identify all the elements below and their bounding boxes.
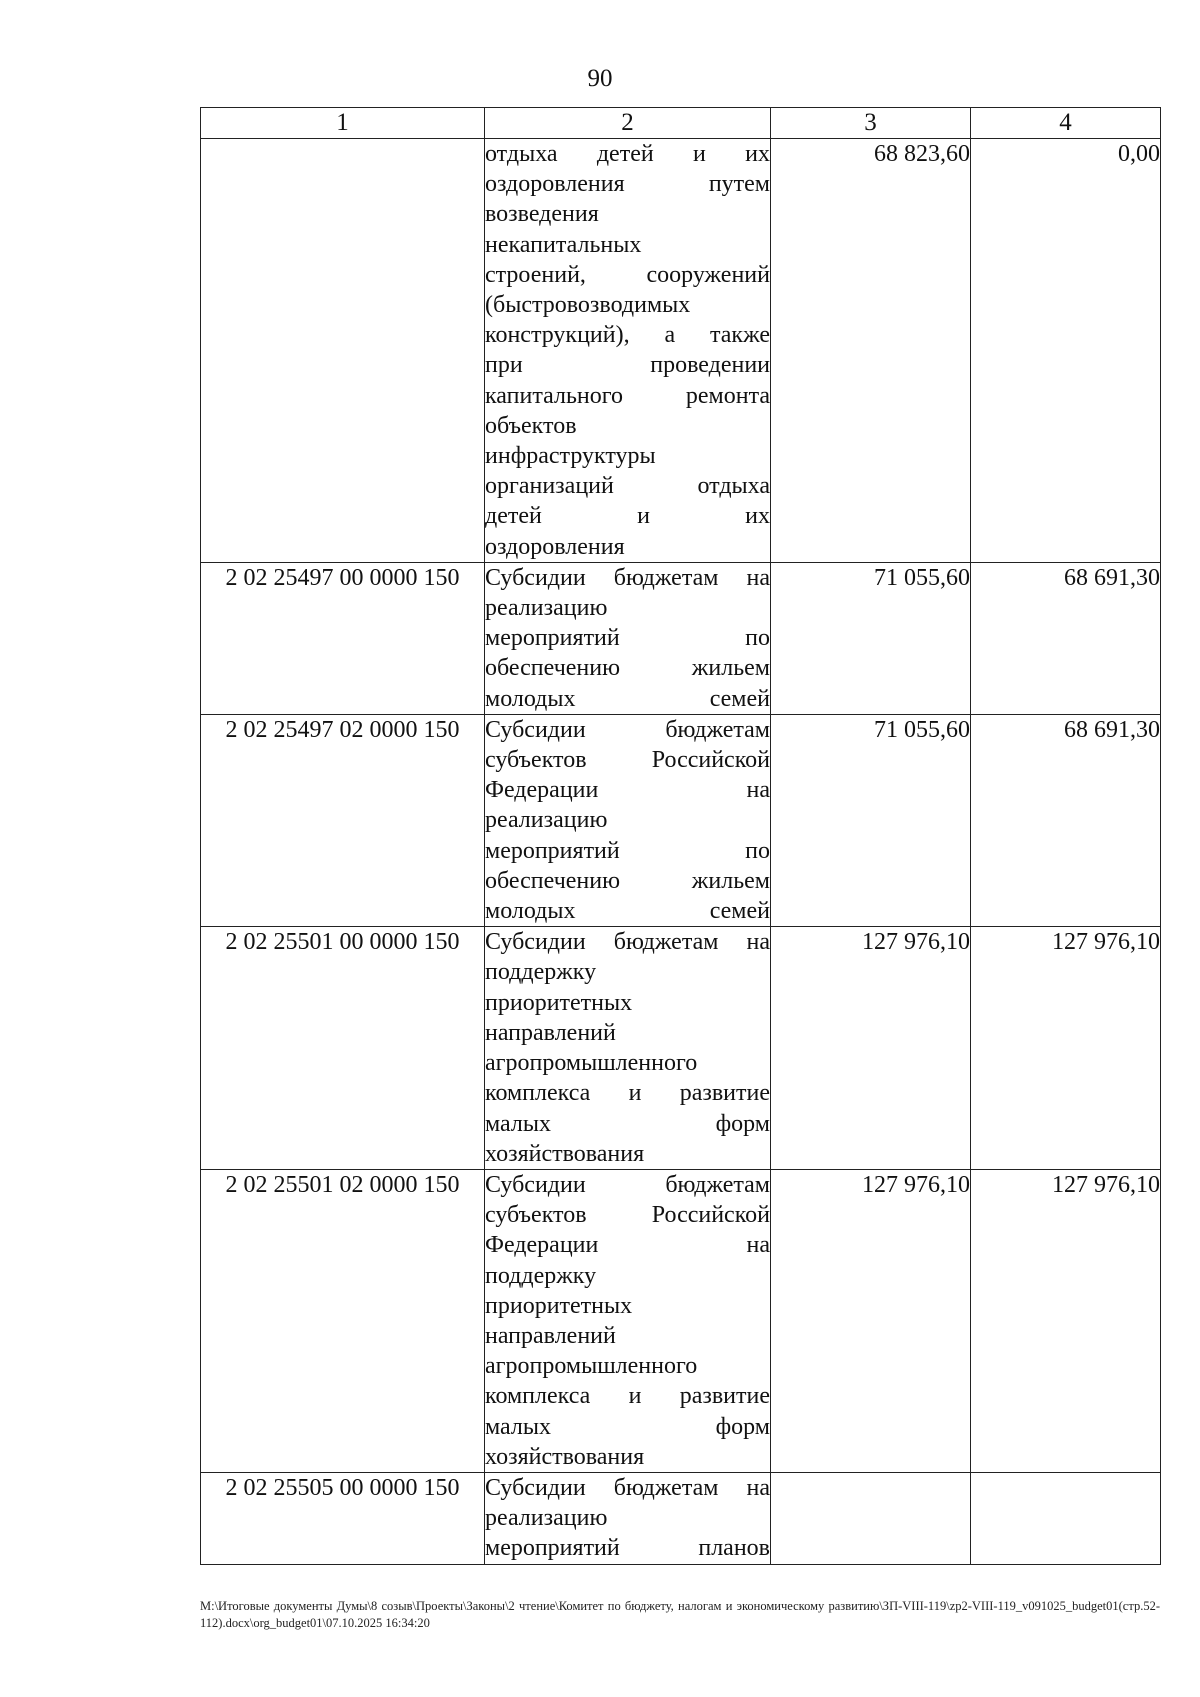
column-header-3: 3 [771, 108, 971, 139]
description-line: строений, сооружений [485, 261, 770, 288]
description-line: направлений [485, 1322, 616, 1349]
budget-code-cell [201, 139, 485, 563]
amount-col4-cell: 68 691,30 [971, 714, 1161, 926]
description-line: приоритетных [485, 989, 633, 1016]
description-line: комплекса и развитие [485, 1383, 770, 1410]
description-line: Субсидии бюджетам на [485, 1474, 770, 1501]
description-line: возведения [485, 201, 599, 228]
amount-col3-cell [771, 1472, 971, 1564]
description-line: поддержку [485, 959, 597, 986]
description-line: обеспечению жильем [485, 867, 770, 894]
description-line: обеспечению жильем [485, 655, 770, 682]
description-line: малых форм [485, 1413, 770, 1440]
description-cell [485, 1169, 771, 1472]
table-body [201, 139, 1161, 1565]
description-line: хозяйствования [485, 1140, 645, 1167]
amount-col4-cell [971, 1472, 1161, 1564]
description-cell [485, 562, 771, 714]
amount-col4-cell: 68 691,30 [971, 562, 1161, 714]
description-line: (быстровозводимых [485, 292, 691, 319]
description-line: Субсидии бюджетам на [485, 929, 770, 956]
description-line: организаций отдыха [485, 473, 770, 500]
table-row [201, 562, 1161, 714]
amount-col3-cell: 127 976,10 [771, 1169, 971, 1472]
description-line: приоритетных [485, 1292, 633, 1319]
description-line: инфраструктуры [485, 443, 656, 470]
description-line: реализацию [485, 595, 608, 622]
column-header-4: 4 [971, 108, 1161, 139]
description-line: молодых семей [485, 898, 770, 925]
table-row [201, 714, 1161, 926]
description-line: поддержку [485, 1262, 597, 1289]
description-line: реализацию [485, 807, 608, 834]
description-line: Федерации на [485, 1232, 770, 1259]
description-line: Субсидии бюджетам [485, 716, 770, 743]
description-line: субъектов Российской [485, 747, 770, 774]
column-header-2: 2 [485, 108, 771, 139]
amount-col3-cell: 68 823,60 [771, 139, 971, 563]
amount-col4-cell: 0,00 [971, 139, 1161, 563]
description-line: оздоровления путем [485, 171, 770, 198]
budget-code-cell: 2 02 25505 00 0000 150 [201, 1472, 485, 1564]
budget-code-cell: 2 02 25497 00 0000 150 [201, 562, 485, 714]
budget-table [200, 107, 1161, 1565]
amount-col3-cell: 71 055,60 [771, 562, 971, 714]
amount-col4-cell: 127 976,10 [971, 1169, 1161, 1472]
description-line: некапитальных [485, 231, 642, 258]
description-line: детей и их [485, 503, 770, 530]
description-line: Субсидии бюджетам на [485, 564, 770, 591]
description-line: реализацию [485, 1505, 608, 1532]
table-row [201, 1472, 1161, 1564]
page-number: 90 [587, 65, 613, 92]
amount-col3-cell: 71 055,60 [771, 714, 971, 926]
description-line: Субсидии бюджетам [485, 1171, 770, 1198]
description-cell [485, 714, 771, 926]
description-line: капитального ремонта [485, 382, 770, 409]
description-line: хозяйствования [485, 1443, 645, 1470]
document-path-footer: M:\Итоговые документы Думы\8 созыв\Проекты\Законы\2 чтение\Комитет по бюджету, налогам и экономическому развитию\ЗП-VIII-119\zp2-VIII-119_v091025_budget01(стр.52-112).docx\org_budget01\07.10.2025 16:34:20 [200, 1599, 1160, 1630]
budget-code-cell: 2 02 25497 02 0000 150 [201, 714, 485, 926]
description-line: при проведении [485, 352, 770, 379]
amount-col3-cell: 127 976,10 [771, 927, 971, 1170]
table-header-row [201, 108, 1161, 139]
description-line: оздоровления [485, 533, 625, 560]
table-row [201, 927, 1161, 1170]
description-line: мероприятий по [485, 837, 770, 864]
description-line: агропромышленного [485, 1353, 698, 1380]
description-line: отдыха детей и их [485, 141, 770, 167]
table-row [201, 1169, 1161, 1472]
table-row [201, 139, 1161, 563]
description-cell [485, 139, 771, 563]
description-line: молодых семей [485, 685, 770, 712]
description-line: объектов [485, 412, 577, 439]
budget-code-cell: 2 02 25501 00 0000 150 [201, 927, 485, 1170]
description-line: малых форм [485, 1110, 770, 1137]
column-header-1: 1 [201, 108, 485, 139]
description-line: мероприятий планов [485, 1535, 770, 1562]
description-line: Федерации на [485, 777, 770, 804]
description-line: конструкций), а также [485, 322, 770, 349]
description-line: направлений [485, 1019, 616, 1046]
description-line: комплекса и развитие [485, 1080, 770, 1107]
description-cell [485, 927, 771, 1170]
description-line: агропромышленного [485, 1050, 698, 1077]
description-line: мероприятий по [485, 625, 770, 652]
budget-code-cell: 2 02 25501 02 0000 150 [201, 1169, 485, 1472]
amount-col4-cell: 127 976,10 [971, 927, 1161, 1170]
description-line: субъектов Российской [485, 1202, 770, 1229]
description-cell [485, 1472, 771, 1564]
